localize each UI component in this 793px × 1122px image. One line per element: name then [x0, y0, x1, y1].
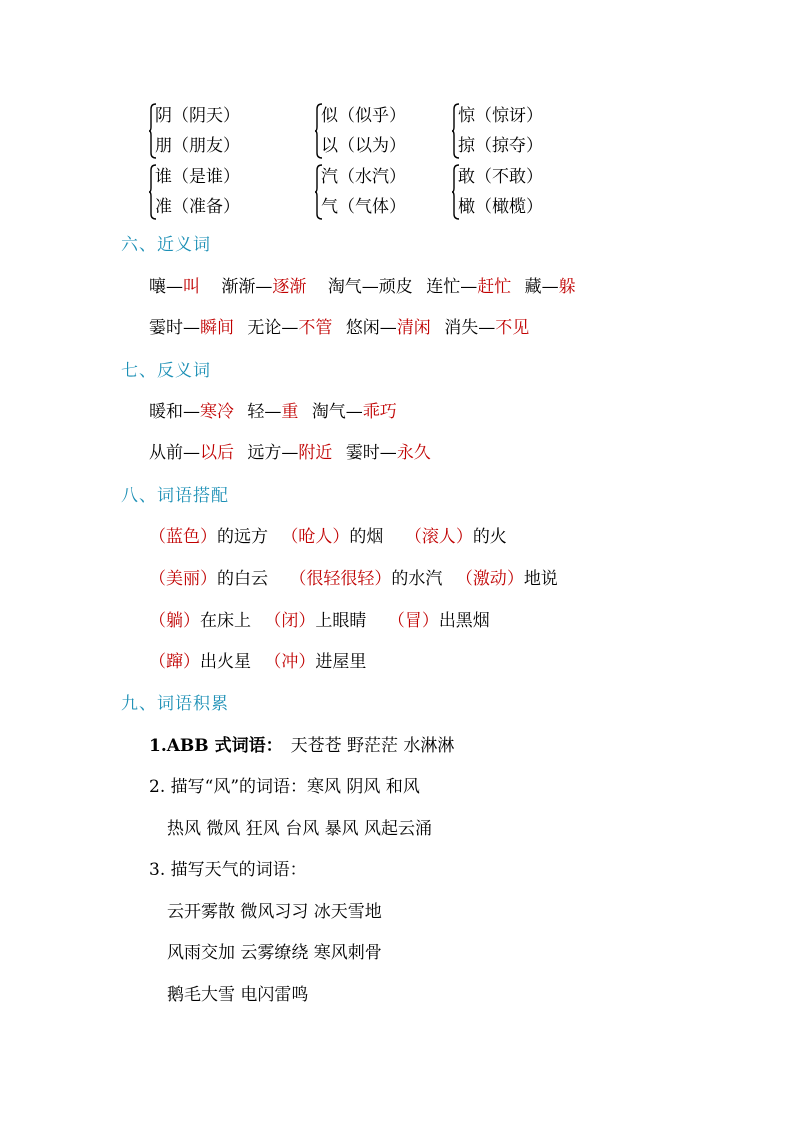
answer-word: 呛人 [298, 527, 333, 547]
vocab-words: 云开雾散 微风习习 冰天雪地 [167, 902, 382, 922]
group-top-word: 惊（惊讶） [458, 106, 543, 126]
word-pair-prefix: 淘气—顽皮 [327, 277, 413, 297]
char-group [315, 162, 465, 224]
phrase-rest: 的火 [472, 527, 507, 547]
synonym-line [149, 272, 576, 297]
group-bottom-word: 以（以为） [321, 136, 406, 156]
answer-word: 瞬间 [200, 318, 234, 338]
word-pair-prefix: 藏— [524, 277, 559, 297]
answer-word: 逐渐 [272, 277, 307, 297]
vocab-words: 风雨交加 云雾缭绕 寒风刺骨 [167, 943, 382, 963]
section-heading-vocabulary: 九、词语积累 [121, 694, 229, 714]
answer-word: 躲 [558, 277, 576, 297]
answer-word: 永久 [396, 443, 431, 463]
vocab-item-weather [149, 855, 307, 880]
phrase-rest: 地说 [523, 569, 558, 589]
collocation-line: （蓝色）的远方 （呛人）的烟 （滚人）的火 [149, 527, 507, 547]
section-heading-antonyms: 七、反义词 [121, 361, 211, 381]
collocation-line: （美丽）的白云 （很轻很轻）的水汽 （激动）地说 [149, 569, 558, 589]
word-pair-prefix: 霎时— [345, 443, 397, 463]
phrase-rest: 的白云 [217, 569, 268, 589]
word-pair-prefix: 连忙— [426, 277, 478, 297]
answer-word: 以后 [200, 443, 234, 463]
phrase-rest: 进屋里 [315, 652, 367, 672]
antonym-line [149, 438, 431, 463]
phrase-rest: 出火星 [200, 652, 251, 672]
answer-word: 清闲 [396, 318, 431, 338]
answer-word: 激动 [472, 569, 507, 589]
word-pair-prefix: 淘气— [311, 402, 363, 422]
answer-word: 很轻很轻 [306, 569, 375, 589]
vocab-words: 鹅毛大雪 电闪雷鸣 [167, 985, 309, 1005]
answer-word: 躺 [166, 611, 183, 631]
phrase-rest: 在床上 [200, 611, 251, 631]
char-group [315, 101, 465, 163]
vocab-words-cont: 热风 微风 狂风 台风 暴风 风起云涌 [167, 819, 433, 839]
group-top-word: 敢（不敢） [458, 167, 543, 187]
group-bottom-word: 橄（橄榄） [458, 197, 543, 217]
phrase-rest: 上眼睛 [315, 611, 367, 631]
collocation-line: （躺）在床上 （闭）上眼睛 （冒）出黑烟 [149, 611, 490, 631]
answer-word: 冒 [404, 611, 422, 631]
word-pair-prefix: 渐渐— [221, 277, 273, 297]
section-heading-collocations: 八、词语搭配 [121, 486, 229, 506]
answer-word: 闭 [281, 611, 299, 631]
answer-word: 不管 [298, 318, 333, 338]
answer-word: 蹿 [166, 652, 183, 672]
vocab-item-wind [149, 772, 420, 797]
word-pair-prefix: 远方— [247, 443, 299, 463]
vocab-words: 天苍苍 野茫茫 水淋淋 [290, 736, 455, 756]
section-heading-synonyms: 六、近义词 [121, 235, 211, 255]
answer-word: 蓝色 [166, 527, 200, 547]
phrase-rest: 的烟 [349, 527, 384, 547]
group-bottom-word: 朋（朋友） [155, 136, 240, 156]
synonym-line [149, 313, 529, 338]
answer-word: 叫 [183, 277, 200, 297]
answer-word: 美丽 [166, 569, 200, 589]
vocab-label: 1.ABB 式词语： [149, 736, 283, 756]
group-bottom-word: 气（气体） [321, 197, 406, 217]
answer-word: 不见 [495, 318, 530, 338]
answer-word: 滚人 [421, 527, 456, 547]
word-pair-prefix: 霎时— [149, 318, 200, 338]
word-pair-prefix: 无论— [247, 318, 299, 338]
char-group [452, 162, 602, 224]
word-pair-prefix: 暖和— [149, 402, 200, 422]
group-top-word: 谁（是谁） [155, 167, 240, 187]
phrase-rest: 的远方 [217, 527, 268, 547]
vocab-item-abb [149, 731, 454, 756]
answer-word: 寒冷 [200, 402, 234, 422]
answer-word: 重 [281, 402, 299, 422]
antonym-line [149, 397, 397, 422]
char-group [149, 162, 299, 224]
vocab-words: 寒风 阴风 和风 [307, 777, 420, 797]
answer-word: 冲 [281, 652, 299, 672]
group-bottom-word: 掠（掠夺） [458, 136, 543, 156]
char-group [149, 101, 299, 163]
word-pair-prefix: 嚷— [149, 277, 183, 297]
phrase-rest: 的水汽 [391, 569, 443, 589]
vocab-label: 3. 描写天气的词语： [149, 860, 307, 880]
answer-word: 附近 [298, 443, 333, 463]
answer-word: 赶忙 [477, 277, 512, 297]
group-top-word: 似（似乎） [321, 106, 406, 126]
vocab-label: 2. 描写“风”的词语： [149, 777, 308, 797]
group-top-word: 汽（水汽） [321, 167, 406, 187]
phrase-rest: 出黑烟 [438, 611, 490, 631]
group-top-word: 阴（阴天） [155, 106, 240, 126]
char-group [452, 101, 602, 163]
word-pair-prefix: 轻— [247, 402, 282, 422]
group-bottom-word: 准（准备） [155, 197, 240, 217]
answer-word: 乖巧 [362, 402, 397, 422]
collocation-line: （蹿）出火星 （冲）进屋里 [149, 652, 367, 672]
word-pair-prefix: 悠闲— [345, 318, 397, 338]
word-pair-prefix: 从前— [149, 443, 200, 463]
word-pair-prefix: 消失— [444, 318, 496, 338]
